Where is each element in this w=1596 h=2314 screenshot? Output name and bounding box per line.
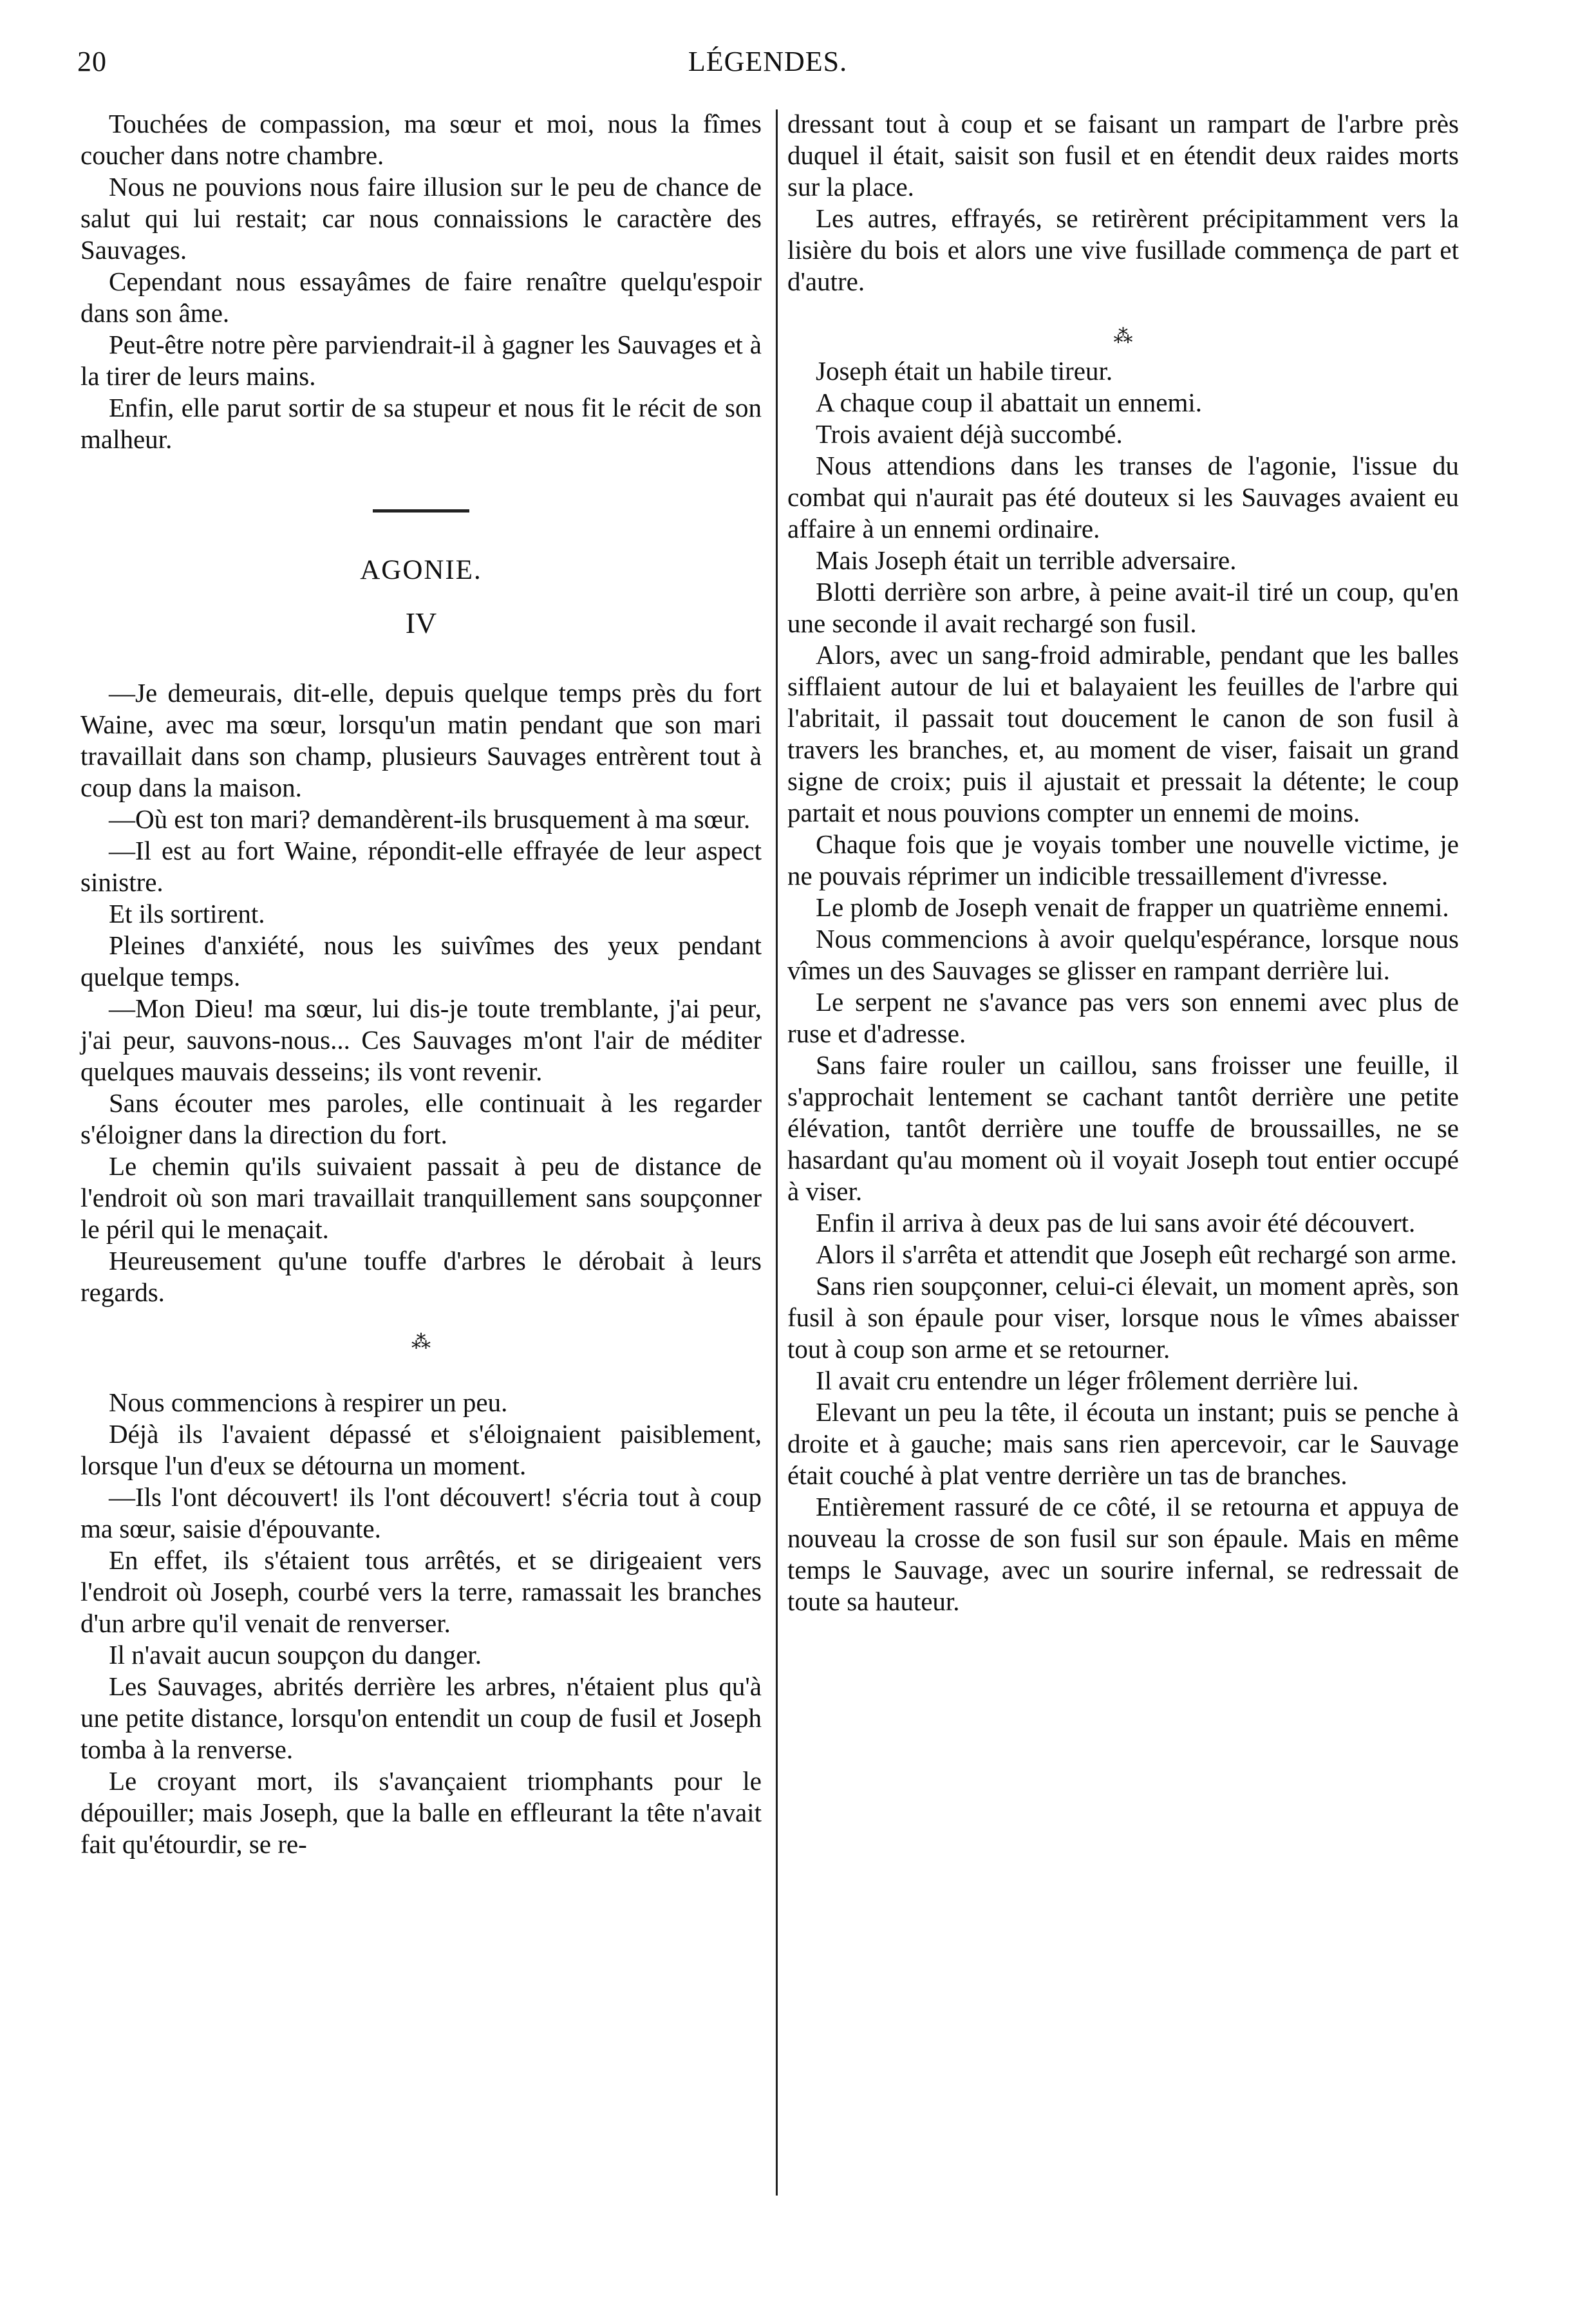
paragraph: Les Sauvages, abrités derrière les arbres, n'étaient plus qu'à une petite distance, lorsqu'on entendit un coup de fusil et Joseph tomba à la renverse.: [80, 1671, 762, 1764]
paragraph: Heureusement qu'une touffe d'arbres le dérobait à leurs regards.: [80, 1246, 762, 1307]
column-divider: [776, 109, 778, 2196]
paragraph: Nous ne pouvions nous faire illusion sur le peu de chance de salut qui lui restait; car nous connaissions le caractère des Sauvages.: [80, 172, 762, 265]
asterism-separator: ⁂: [411, 1331, 431, 1353]
paragraph: Nous commencions à respirer un peu.: [109, 1387, 508, 1417]
right-column: [787, 108, 1459, 1617]
paragraph: Peut-être notre père parviendrait-il à gagner les Sauvages et à la tirer de leurs mains.: [80, 330, 762, 391]
paragraph: —Mon Dieu! ma sœur, lui dis-je toute tremblante, j'ai peur, j'ai peur, sauvons-nous... Ces Sauvages m'ont l'air de méditer quelques mauvais desseins; ils vont revenir.: [80, 993, 762, 1086]
paragraph: Nous attendions dans les transes de l'agonie, l'issue du combat qui n'aurait pas été douteux si les Sauvages avaient eu affaire à un ennemi ordinaire.: [787, 451, 1459, 543]
paragraph: Blotti derrière son arbre, à peine avait-il tiré un coup, qu'en une seconde il avait rechargé son fusil.: [787, 577, 1459, 638]
paragraph: Pleines d'anxiété, nous les suivîmes des yeux pendant quelque temps.: [80, 930, 762, 992]
paragraph: Le croyant mort, ils s'avançaient triomphants pour le dépouiller; mais Joseph, que la balle en effleurant la tête n'avait fait qu'étourdir, se re-: [80, 1766, 762, 1859]
paragraph: Cependant nous essayâmes de faire renaître quelqu'espoir dans son âme.: [80, 267, 762, 328]
paragraph: Il avait cru entendre un léger frôlement derrière lui.: [816, 1366, 1359, 1395]
paragraph: Alors il s'arrêta et attendit que Joseph eût rechargé son arme.: [816, 1239, 1457, 1269]
running-title: LÉGENDES.: [688, 46, 848, 77]
asterism-separator: ⁂: [1113, 326, 1133, 347]
paragraph: Chaque fois que je voyais tomber une nouvelle victime, je ne pouvais réprimer un indicible tressaillement d'ivresse.: [787, 829, 1459, 890]
paragraph: Et ils sortirent.: [109, 899, 265, 928]
paragraph: Sans rien soupçonner, celui-ci élevait, un moment après, son fusil à son épaule pour viser, lorsque nous le vîmes abaisser tout à coup son arme et se retourner.: [787, 1271, 1459, 1364]
paragraph-continuation: dressant tout à coup et se faisant un rampart de l'arbre près duquel il était, saisit son fusil et en étendit deux raides morts sur la place.: [787, 109, 1459, 202]
paragraph: Déjà ils l'avaient dépassé et s'éloignaient paisiblement, lorsque l'un d'eux se détourna un moment.: [80, 1419, 762, 1480]
paragraph: —Il est au fort Waine, répondit-elle effrayée de leur aspect sinistre.: [80, 836, 762, 897]
paragraph: Entièrement rassuré de ce côté, il se retourna et appuya de nouveau la crosse de son fusil sur son épaule. Mais en même temps le Sauvage, avec un sourire infernal, se redressait de toute sa hauteur.: [787, 1492, 1459, 1616]
paragraph: Alors, avec un sang-froid admirable, pendant que les balles sifflaient autour de lui et balayaient les feuilles de l'arbre qui l'abritait, il passait tout doucement le canon de son fusil à travers les branches, et, au moment de viser, faisait un grand signe de croix; puis il ajustait et pressait la détente; le coup partait et nous pouvions compter un ennemi de moins.: [787, 640, 1459, 827]
section-number: IV: [405, 607, 437, 639]
paragraph: —Je demeurais, dit-elle, depuis quelque temps près du fort Waine, avec ma sœur, lorsqu'un matin pendant que son mari travaillait dans son champ, plusieurs Sauvages entrèrent tout à coup dans la maison.: [80, 678, 762, 802]
paragraph: Mais Joseph était un terrible adversaire.: [816, 545, 1237, 575]
paragraph: Les autres, effrayés, se retirèrent précipitamment vers la lisière du bois et alors une vive fusillade commença de part et d'autre.: [787, 203, 1459, 296]
paragraph: Elevant un peu la tête, il écouta un instant; puis se penche à droite et à gauche; mais sans rien apercevoir, car le Sauvage était couché à plat ventre derrière un tas de branches.: [787, 1397, 1459, 1490]
paragraph: Enfin, elle parut sortir de sa stupeur et nous fit le récit de son malheur.: [80, 393, 762, 454]
paragraph: A chaque coup il abattait un ennemi.: [816, 388, 1203, 417]
paragraph: Sans écouter mes paroles, elle continuait à les regarder s'éloigner dans la direction du fort.: [80, 1088, 762, 1149]
paragraph: —Ils l'ont découvert! ils l'ont découvert! s'écria tout à coup ma sœur, saisie d'épouvante.: [80, 1482, 762, 1543]
paragraph: Le chemin qu'ils suivaient passait à peu de distance de l'endroit où son mari travaillait tranquillement sans soupçonner le péril qui le menaçait.: [80, 1151, 762, 1244]
section-title: AGONIE.: [360, 555, 482, 585]
paragraph: Joseph était un habile tireur.: [816, 356, 1113, 386]
page-header: [77, 45, 1458, 90]
paragraph: —Où est ton mari? demandèrent-ils brusquement à ma sœur.: [109, 804, 751, 834]
paragraph: Nous commencions à avoir quelqu'espérance, lorsque nous vîmes un des Sauvages se glisser en rampant derrière lui.: [787, 924, 1459, 985]
paragraph: Il n'avait aucun soupçon du danger.: [109, 1640, 482, 1670]
left-column: [80, 108, 762, 1860]
paragraph: Enfin il arriva à deux pas de lui sans avoir été découvert.: [816, 1208, 1416, 1237]
paragraph: En effet, ils s'étaient tous arrêtés, et se dirigeaient vers l'endroit où Joseph, courbé vers la terre, ramassait les branches d'un arbre qu'il venait de renverser.: [80, 1545, 762, 1638]
page-number: 20: [77, 46, 107, 77]
section-separator: [373, 509, 469, 513]
paragraph: Touchées de compassion, ma sœur et moi, nous la fîmes coucher dans notre chambre.: [80, 109, 762, 170]
paragraph: Trois avaient déjà succombé.: [816, 419, 1123, 449]
paragraph: Le plomb de Joseph venait de frapper un quatrième ennemi.: [816, 892, 1449, 922]
paragraph: Le serpent ne s'avance pas vers son ennemi avec plus de ruse et d'adresse.: [787, 987, 1459, 1048]
paragraph: Sans faire rouler un caillou, sans froisser une feuille, il s'approchait lentement se cachant tantôt derrière une petite élévation, tantôt derrière une touffe de broussailles, ne se hasardant qu'au moment où il voyait Joseph tout entier occupé à viser.: [787, 1050, 1459, 1206]
